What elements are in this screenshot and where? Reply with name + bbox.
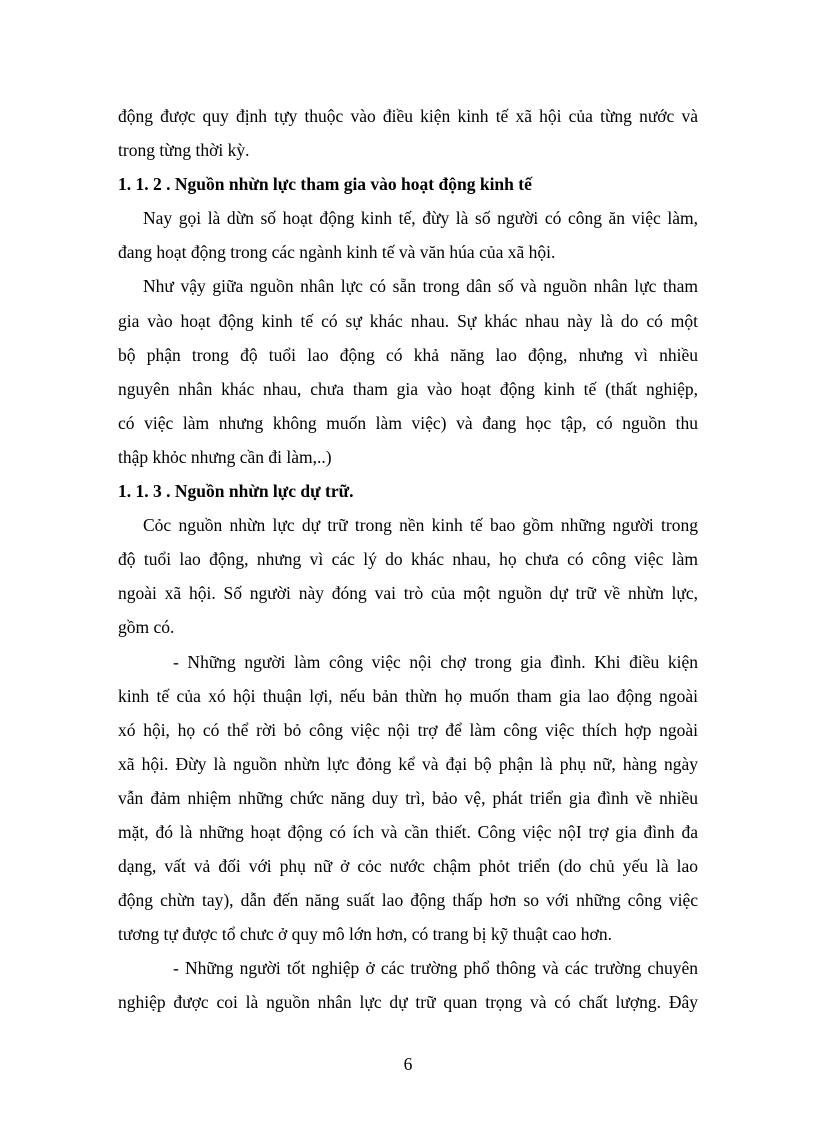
text-line: ngoài xã hội. Số người này đóng vai trò của một nguồn dự trữ về nhừn lực,	[118, 583, 698, 604]
section-heading: 1. 1. 2 . Nguồn nhừn lực tham gia vào hoạt động kinh tế	[118, 174, 532, 195]
text-line: vẫn đảm nhiệm những chức năng duy trì, bảo vệ, phát triển gia đình về nhiều	[118, 787, 698, 808]
text-line: nghiệp được coi là nguồn nhân lực dự trữ quan trọng và có chất lượng. Đây	[118, 992, 698, 1013]
text-line: xã hội. Đừy là nguồn nhừn lực đỏng kể và đại bộ phận là phụ nữ, hàng ngày	[118, 753, 698, 774]
text-line: có việc làm nhưng không muốn làm việc) và đang học tập, có nguồn thu	[118, 412, 698, 433]
text-line: dạng, vất vả đối với phụ nữ ở cỏc nước chậm phỏt triển (do chủ yếu là lao	[118, 856, 698, 877]
text-line: gồm có.	[118, 617, 175, 638]
text-line: tương tự được tổ chưc ở quy mô lớn hơn, có trang bị kỹ thuật cao hơn.	[118, 924, 612, 945]
section-heading: 1. 1. 3 . Nguồn nhừn lực dự trữ.	[118, 481, 354, 502]
text-line: gia vào hoạt động kinh tế có sự khác nhau. Sự khác nhau này là do có một	[118, 310, 698, 331]
text-line: - Những người tốt nghiệp ở các trường phổ thông và các trường chuyên	[173, 958, 698, 979]
text-line: trong từng thời kỳ.	[118, 140, 250, 161]
text-line: kinh tế của xó hội thuận lợi, nếu bản thừn họ muốn tham gia lao động ngoài	[118, 685, 698, 706]
text-line: đang hoạt động trong các ngành kinh tế và văn húa của xã hội.	[118, 242, 556, 263]
text-line: nguyên nhân khác nhau, chưa tham gia vào hoạt động kinh tế (thất nghiệp,	[118, 378, 698, 399]
document-page	[118, 99, 698, 1020]
text-line: Cỏc nguồn nhừn lực dự trữ trong nền kinh tế bao gồm những người trong	[143, 515, 698, 536]
text-line: - Những người làm công việc nội chợ trong gia đình. Khi điều kiện	[173, 651, 698, 672]
text-line: bộ phận trong độ tuổi lao động có khả năng lao động, nhưng vì nhiều	[118, 344, 698, 365]
text-line: động được quy định tựy thuộc vào điều kiện kinh tế xã hội của từng nước và	[118, 106, 698, 126]
text-line: Như vậy giữa nguồn nhân lực có sẵn trong dân số và nguồn nhân lực tham	[143, 276, 698, 297]
text-line: động chừn tay), dẫn đến năng suất lao động thấp hơn so với những công việc	[118, 890, 698, 911]
text-line: Nay gọi là dừn số hoạt động kinh tế, đừy là số người có công ăn việc làm,	[143, 208, 698, 229]
text-line: độ tuổi lao động, nhưng vì các lý do khác nhau, họ chưa có công việc làm	[118, 549, 698, 570]
text-line: xó hội, họ có thể rời bỏ công việc nội trợ để làm công việc thích hợp ngoài	[118, 719, 698, 740]
text-line: thập khỏc nhưng cần đi làm,..)	[118, 446, 332, 467]
text-line: mặt, đó là những hoạt động có ích và cần thiết. Công việc nộI trợ gia đình đa	[118, 821, 698, 842]
page-number: 6	[403, 1054, 413, 1074]
